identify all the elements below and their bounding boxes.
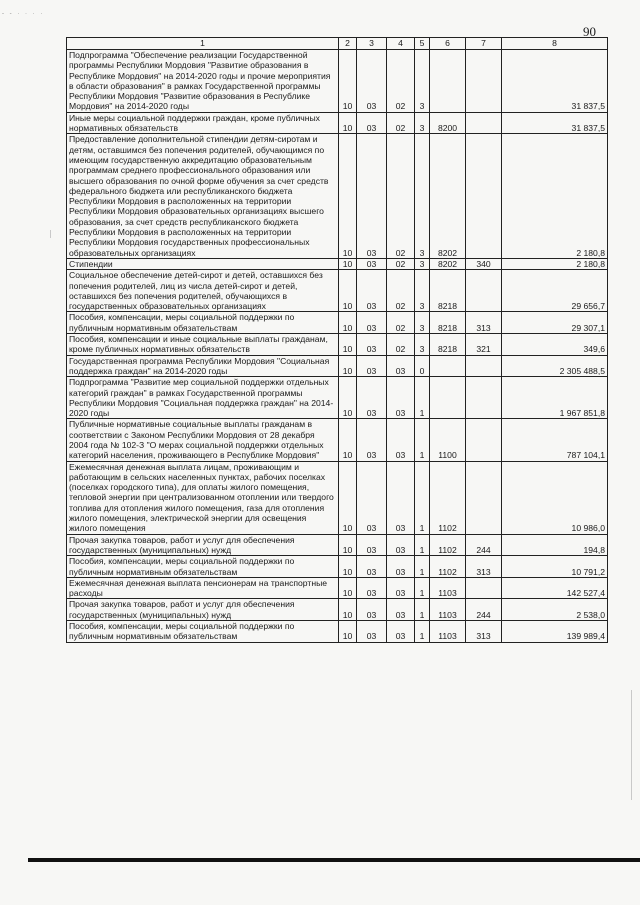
expense-type-code-cell: 313 bbox=[466, 621, 502, 643]
program-code-cell: 03 bbox=[387, 419, 415, 461]
item-name-cell: Иные меры социальной поддержки граждан, кроме публичных нормативных обязательств bbox=[67, 112, 339, 134]
section-code-cell: 10 bbox=[339, 50, 357, 113]
table-row bbox=[67, 556, 608, 578]
subsection-code-cell: 03 bbox=[357, 50, 387, 113]
subprogram-code-cell: 1 bbox=[415, 377, 430, 419]
amount-value-cell: 349,6 bbox=[502, 334, 608, 356]
amount-value-cell: 31 837,5 bbox=[502, 50, 608, 113]
subsection-code-cell: 03 bbox=[357, 258, 387, 269]
subprogram-code-cell: 3 bbox=[415, 258, 430, 269]
header-cell: 5 bbox=[415, 38, 430, 50]
expense-type-code-cell: 321 bbox=[466, 334, 502, 356]
subsection-code-cell: 03 bbox=[357, 621, 387, 643]
item-code-cell: 1100 bbox=[430, 419, 466, 461]
subsection-code-cell: 03 bbox=[357, 377, 387, 419]
expense-type-code-cell bbox=[466, 50, 502, 113]
table-row bbox=[67, 112, 608, 134]
section-code-cell: 10 bbox=[339, 258, 357, 269]
subprogram-code-cell: 3 bbox=[415, 334, 430, 356]
subsection-code-cell: 03 bbox=[357, 599, 387, 621]
item-name-cell: Публичные нормативные социальные выплаты гражданам в соответствии с Законом Республики Мордовия от 28 декабря 2004 года № 102-З "О мерах социальной поддержки отдельных категорий населения, проживающего в Республике Мордовия" bbox=[67, 419, 339, 461]
expense-type-code-cell: 244 bbox=[466, 534, 502, 556]
table-header-row bbox=[67, 38, 608, 50]
section-code-cell: 10 bbox=[339, 621, 357, 643]
bottom-scan-border bbox=[28, 858, 640, 862]
subprogram-code-cell: 1 bbox=[415, 577, 430, 599]
subprogram-code-cell: 3 bbox=[415, 50, 430, 113]
item-name-cell: Стипендии bbox=[67, 258, 339, 269]
item-code-cell: 8202 bbox=[430, 134, 466, 259]
right-margin-mark bbox=[631, 690, 632, 800]
subsection-code-cell: 03 bbox=[357, 270, 387, 312]
expense-type-code-cell bbox=[466, 112, 502, 134]
subsection-code-cell: 03 bbox=[357, 312, 387, 334]
amount-value-cell: 787 104,1 bbox=[502, 419, 608, 461]
program-code-cell: 03 bbox=[387, 599, 415, 621]
subsection-code-cell: 03 bbox=[357, 355, 387, 377]
program-code-cell: 02 bbox=[387, 312, 415, 334]
table-row bbox=[67, 258, 608, 269]
subprogram-code-cell: 1 bbox=[415, 556, 430, 578]
subsection-code-cell: 03 bbox=[357, 334, 387, 356]
section-code-cell: 10 bbox=[339, 312, 357, 334]
section-code-cell: 10 bbox=[339, 599, 357, 621]
item-name-cell: Социальное обеспечение детей-сирот и детей, оставшихся без попечения родителей, лиц из числа детей-сирот и детей, оставшихся без попечения родителей, обучающихся в государственных образовательных организациях bbox=[67, 270, 339, 312]
expense-type-code-cell bbox=[466, 270, 502, 312]
amount-value-cell: 194,8 bbox=[502, 534, 608, 556]
item-code-cell: 8202 bbox=[430, 258, 466, 269]
program-code-cell: 03 bbox=[387, 377, 415, 419]
amount-value-cell: 31 837,5 bbox=[502, 112, 608, 134]
item-name-cell: Государственная программа Республики Мордовия "Социальная поддержка граждан" на 2014-2020 годы bbox=[67, 355, 339, 377]
subprogram-code-cell: 1 bbox=[415, 419, 430, 461]
header-cell: 1 bbox=[67, 38, 339, 50]
program-code-cell: 03 bbox=[387, 461, 415, 534]
expense-type-code-cell bbox=[466, 419, 502, 461]
amount-value-cell: 1 967 851,8 bbox=[502, 377, 608, 419]
item-name-cell: Ежемесячная денежная выплата пенсионерам на транспортные расходы bbox=[67, 577, 339, 599]
expense-type-code-cell bbox=[466, 134, 502, 259]
program-code-cell: 03 bbox=[387, 556, 415, 578]
expense-type-code-cell: 313 bbox=[466, 312, 502, 334]
program-code-cell: 02 bbox=[387, 112, 415, 134]
item-code-cell: 8218 bbox=[430, 312, 466, 334]
scan-corner-mark: - - · · · · bbox=[2, 11, 45, 17]
item-code-cell: 1103 bbox=[430, 621, 466, 643]
section-code-cell: 10 bbox=[339, 134, 357, 259]
item-code-cell: 8218 bbox=[430, 270, 466, 312]
subsection-code-cell: 03 bbox=[357, 577, 387, 599]
item-code-cell: 1103 bbox=[430, 577, 466, 599]
subprogram-code-cell: 1 bbox=[415, 599, 430, 621]
section-code-cell: 10 bbox=[339, 355, 357, 377]
table-row bbox=[67, 270, 608, 312]
subprogram-code-cell: 3 bbox=[415, 270, 430, 312]
table-row bbox=[67, 419, 608, 461]
header-cell: 8 bbox=[502, 38, 608, 50]
amount-value-cell: 2 538,0 bbox=[502, 599, 608, 621]
table-row bbox=[67, 50, 608, 113]
table-row bbox=[67, 599, 608, 621]
section-code-cell: 10 bbox=[339, 419, 357, 461]
item-code-cell: 1102 bbox=[430, 556, 466, 578]
item-name-cell: Предоставление дополнительной стипендии детям-сиротам и детям, оставшимся без попечения родителей, обучающимся по имеющим государственную аккредитацию образовательным программам среднего профессионального образования или высшего образования по очной форме обучения за счет средств федерального бюджета или республиканского бюджета Республики Мордовия в расположенных на территории Республики Мордовия образовательных организациях высшего образования, за счет средств республиканского бюджета Республики Мордовия в расположенных на территории Республики Мордовия государственных профессиональных образовательных организациях bbox=[67, 134, 339, 259]
subprogram-code-cell: 1 bbox=[415, 534, 430, 556]
subsection-code-cell: 03 bbox=[357, 419, 387, 461]
subprogram-code-cell: 1 bbox=[415, 461, 430, 534]
program-code-cell: 02 bbox=[387, 270, 415, 312]
expense-type-code-cell bbox=[466, 355, 502, 377]
item-code-cell: 1102 bbox=[430, 534, 466, 556]
item-code-cell: 8200 bbox=[430, 112, 466, 134]
program-code-cell: 02 bbox=[387, 134, 415, 259]
program-code-cell: 02 bbox=[387, 258, 415, 269]
subsection-code-cell: 03 bbox=[357, 461, 387, 534]
header-cell: 2 bbox=[339, 38, 357, 50]
item-code-cell bbox=[430, 377, 466, 419]
expense-type-code-cell: 313 bbox=[466, 556, 502, 578]
subsection-code-cell: 03 bbox=[357, 534, 387, 556]
program-code-cell: 03 bbox=[387, 577, 415, 599]
item-name-cell: Пособия, компенсации, меры социальной поддержки по публичным нормативным обязательствам bbox=[67, 621, 339, 643]
page-number: 90 bbox=[583, 24, 596, 39]
section-code-cell: 10 bbox=[339, 556, 357, 578]
table-row bbox=[67, 461, 608, 534]
item-code-cell: 1103 bbox=[430, 599, 466, 621]
subprogram-code-cell: 3 bbox=[415, 312, 430, 334]
program-code-cell: 02 bbox=[387, 334, 415, 356]
header-cell: 7 bbox=[466, 38, 502, 50]
program-code-cell: 03 bbox=[387, 355, 415, 377]
item-code-cell bbox=[430, 355, 466, 377]
table-row bbox=[67, 534, 608, 556]
subsection-code-cell: 03 bbox=[357, 556, 387, 578]
section-code-cell: 10 bbox=[339, 334, 357, 356]
subprogram-code-cell: 0 bbox=[415, 355, 430, 377]
table-row bbox=[67, 577, 608, 599]
amount-value-cell: 2 180,8 bbox=[502, 258, 608, 269]
header-cell: 6 bbox=[430, 38, 466, 50]
item-name-cell: Подпрограмма "Развитие мер социальной поддержки отдельных категорий граждан" в рамках Государственной программы Республики Мордовия "Социальная поддержка граждан" на 2014-2020 годы bbox=[67, 377, 339, 419]
table-row bbox=[67, 621, 608, 643]
expense-type-code-cell bbox=[466, 377, 502, 419]
subprogram-code-cell: 3 bbox=[415, 134, 430, 259]
expense-type-code-cell: 244 bbox=[466, 599, 502, 621]
amount-value-cell: 142 527,4 bbox=[502, 577, 608, 599]
budget-table bbox=[66, 37, 608, 643]
amount-value-cell: 29 307,1 bbox=[502, 312, 608, 334]
item-name-cell: Прочая закупка товаров, работ и услуг для обеспечения государственных (муниципальных) нужд bbox=[67, 599, 339, 621]
item-name-cell: Прочая закупка товаров, работ и услуг для обеспечения государственных (муниципальных) нужд bbox=[67, 534, 339, 556]
table-row bbox=[67, 334, 608, 356]
header-cell: 3 bbox=[357, 38, 387, 50]
item-name-cell: Подпрограмма "Обеспечение реализации Государственной программы Республики Мордовия "Развитие образования в Республике Мордовия" на 2014-2020 годы и прочие мероприятия в области образования" в рамках Государственной программы Республики Мордовия "Развитие образования в Республике Мордовия" на 2014-2020 годы bbox=[67, 50, 339, 113]
amount-value-cell: 139 989,4 bbox=[502, 621, 608, 643]
table-row bbox=[67, 377, 608, 419]
expense-type-code-cell bbox=[466, 461, 502, 534]
section-code-cell: 10 bbox=[339, 461, 357, 534]
subsection-code-cell: 03 bbox=[357, 112, 387, 134]
expense-type-code-cell: 340 bbox=[466, 258, 502, 269]
section-code-cell: 10 bbox=[339, 534, 357, 556]
section-code-cell: 10 bbox=[339, 270, 357, 312]
section-code-cell: 10 bbox=[339, 112, 357, 134]
section-code-cell: 10 bbox=[339, 377, 357, 419]
item-code-cell: 8218 bbox=[430, 334, 466, 356]
item-name-cell: Пособия, компенсации, меры социальной поддержки по публичным нормативным обязательствам bbox=[67, 556, 339, 578]
subprogram-code-cell: 1 bbox=[415, 621, 430, 643]
item-code-cell: 1102 bbox=[430, 461, 466, 534]
section-code-cell: 10 bbox=[339, 577, 357, 599]
item-code-cell bbox=[430, 50, 466, 113]
amount-value-cell: 29 656,7 bbox=[502, 270, 608, 312]
item-name-cell: Пособия, компенсации, меры социальной поддержки по публичным нормативным обязательствам bbox=[67, 312, 339, 334]
item-name-cell: Пособия, компенсации и иные социальные выплаты гражданам, кроме публичных нормативных обязательств bbox=[67, 334, 339, 356]
subprogram-code-cell: 3 bbox=[415, 112, 430, 134]
amount-value-cell: 10 791,2 bbox=[502, 556, 608, 578]
table-row bbox=[67, 134, 608, 259]
program-code-cell: 02 bbox=[387, 50, 415, 113]
left-margin-mark bbox=[50, 230, 51, 238]
table-row bbox=[67, 312, 608, 334]
expense-type-code-cell bbox=[466, 577, 502, 599]
amount-value-cell: 2 180,8 bbox=[502, 134, 608, 259]
subsection-code-cell: 03 bbox=[357, 134, 387, 259]
program-code-cell: 03 bbox=[387, 534, 415, 556]
header-cell: 4 bbox=[387, 38, 415, 50]
table-row bbox=[67, 355, 608, 377]
program-code-cell: 03 bbox=[387, 621, 415, 643]
item-name-cell: Ежемесячная денежная выплата лицам, проживающим и работающим в сельских населенных пунктах, рабочих поселках (поселках городского типа), для оплаты жилого помещения, тепловой энергии при централизованном отоплении или твердого топлива для отопления жилого помещения, газа для отопления жилого помещения, электрической энергии для освещения жилого помещения bbox=[67, 461, 339, 534]
amount-value-cell: 2 305 488,5 bbox=[502, 355, 608, 377]
amount-value-cell: 10 986,0 bbox=[502, 461, 608, 534]
